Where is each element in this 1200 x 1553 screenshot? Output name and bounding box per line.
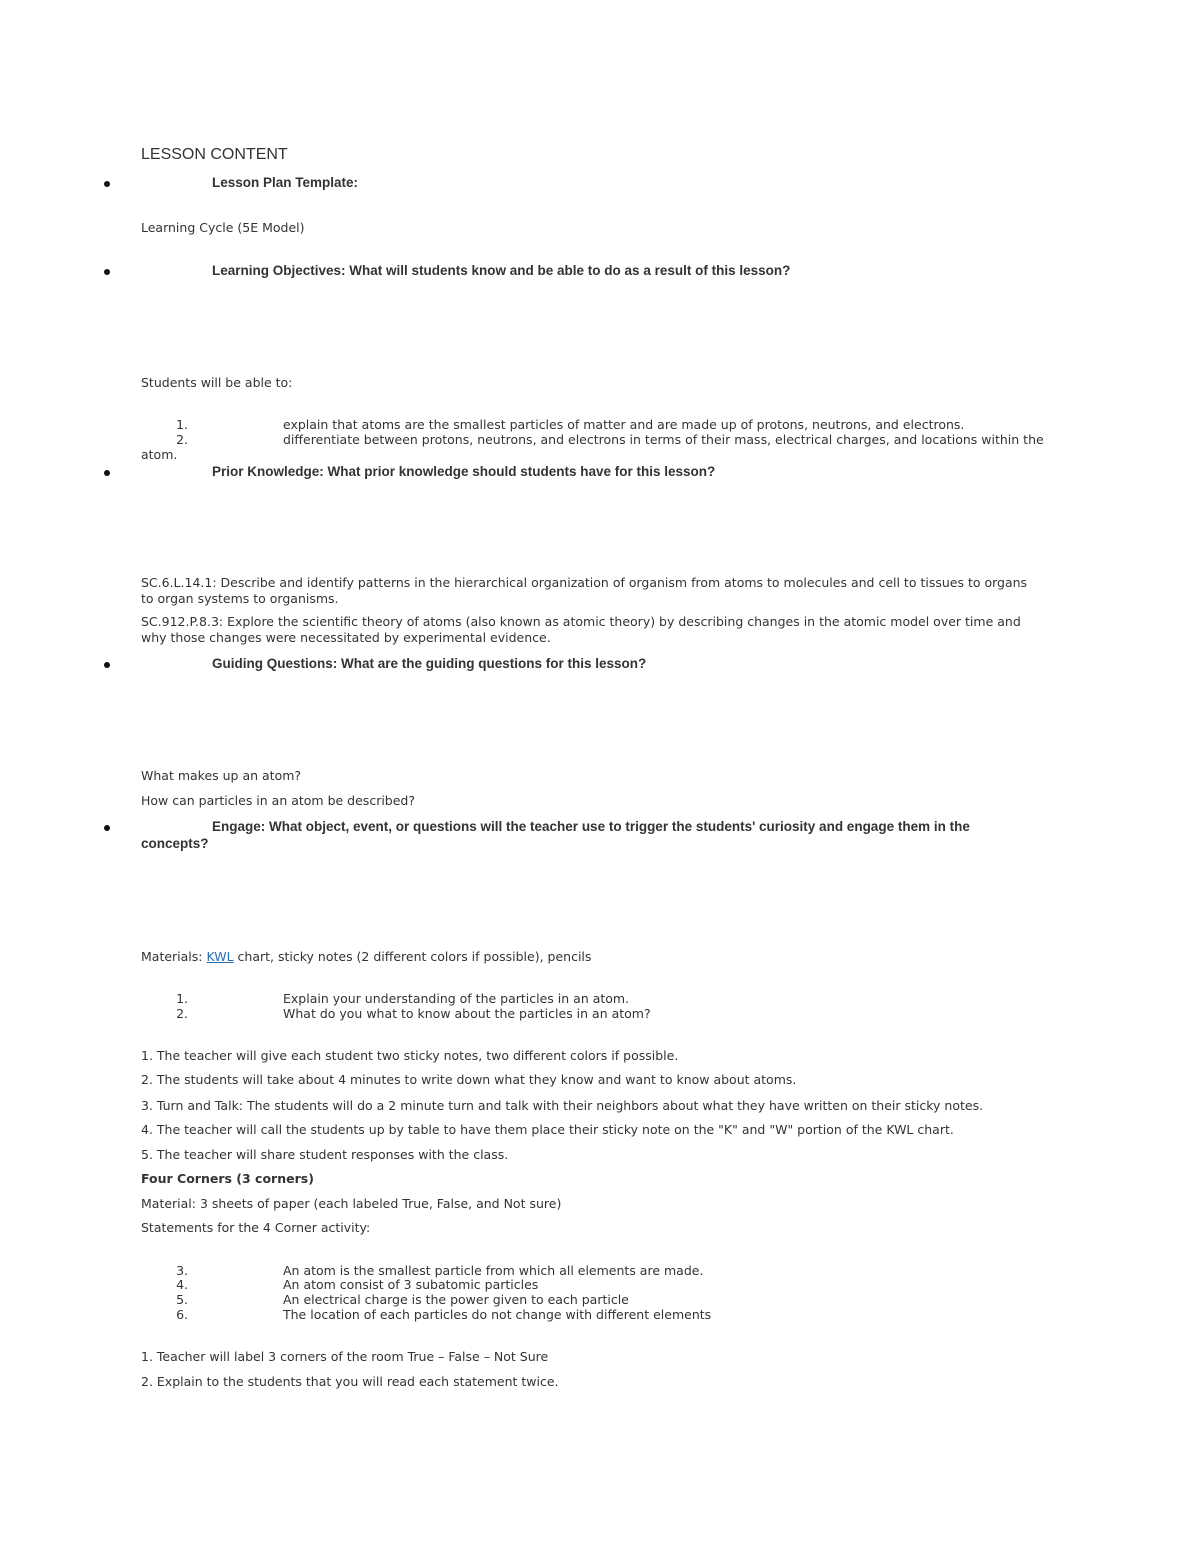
step-line: 1. The teacher will give each student two sticky notes, two different colors if possible.	[141, 1048, 679, 1063]
list-item: An atom consist of 3 subatomic particles	[283, 1277, 539, 1292]
page-title: LESSON CONTENT	[141, 146, 288, 163]
students-able: Students will be able to:	[141, 375, 293, 390]
list-number: 4.	[176, 1277, 188, 1292]
list-number: 2.	[176, 432, 188, 447]
list-number: 1.	[176, 991, 188, 1006]
list-item: Explain your understanding of the particles in an atom.	[283, 991, 630, 1006]
list-number: 2.	[176, 1006, 188, 1021]
list-item: differentiate between protons, neutrons, and electrons in terms of their mass, electrical charges, and locations within the	[283, 432, 1044, 447]
heading-objectives: Learning Objectives: What will students know and be able to do as a result of this lesson?	[212, 263, 791, 278]
list-number: 3.	[176, 1263, 188, 1278]
four-corners-heading: Four Corners (3 corners)	[141, 1171, 314, 1186]
heading-guiding: Guiding Questions: What are the guiding questions for this lesson?	[212, 656, 647, 671]
kwl-link[interactable]: KWL	[206, 949, 234, 964]
final-step: 1. Teacher will label 3 corners of the room True – False – Not Sure	[141, 1349, 549, 1364]
list-number: 6.	[176, 1307, 188, 1322]
cycle-label: Learning Cycle (5E Model)	[141, 220, 305, 235]
bullet	[104, 181, 110, 187]
materials-line	[141, 949, 591, 964]
step-line: 4. The teacher will call the students up by table to have them place their sticky note on the "K" and "W" portion of the KWL chart.	[141, 1122, 954, 1137]
standard-line: to organ systems to organisms.	[141, 591, 339, 606]
heading-template: Lesson Plan Template:	[212, 175, 359, 190]
guiding-question: What makes up an atom?	[141, 768, 302, 783]
final-step: 2. Explain to the students that you will read each statement twice.	[141, 1374, 559, 1389]
step-line: 3. Turn and Talk: The students will do a 2 minute turn and talk with their neighbors about what they have written on their sticky notes.	[141, 1098, 984, 1113]
bullet	[104, 825, 110, 831]
bullet	[104, 662, 110, 668]
standard-line: why those changes were necessitated by experimental evidence.	[141, 630, 551, 645]
heading-engage: Engage: What object, event, or questions will the teacher use to trigger the students' curiosity and engage them in the	[212, 819, 970, 834]
materials-prefix: Materials:	[141, 949, 207, 964]
list-item: What do you what to know about the particles in an atom?	[283, 1006, 651, 1021]
heading-prior: Prior Knowledge: What prior knowledge should students have for this lesson?	[212, 464, 716, 479]
list-number: 5.	[176, 1292, 188, 1307]
step-line: 5. The teacher will share student responses with the class.	[141, 1147, 509, 1162]
list-item: An atom is the smallest particle from which all elements are made.	[283, 1263, 704, 1278]
list-item-continued: atom.	[141, 447, 178, 462]
guiding-question: How can particles in an atom be described?	[141, 793, 415, 808]
list-item: The location of each particles do not change with different elements	[283, 1307, 712, 1322]
list-number: 1.	[176, 417, 188, 432]
standard-line: SC.912.P.8.3: Explore the scientific theory of atoms (also known as atomic theory) by describing changes in the atomic model over time and	[141, 614, 1021, 629]
list-item: explain that atoms are the smallest particles of matter and are made up of protons, neutrons, and electrons.	[283, 417, 965, 432]
materials-suffix: chart, sticky notes (2 different colors if possible), pencils	[233, 949, 592, 964]
material-sheets: Material: 3 sheets of paper (each labeled True, False, and Not sure)	[141, 1196, 562, 1211]
bullet	[104, 470, 110, 476]
heading-engage-continued: concepts?	[141, 836, 209, 851]
step-line: 2. The students will take about 4 minutes to write down what they know and want to know about atoms.	[141, 1072, 797, 1087]
statements-intro: Statements for the 4 Corner activity:	[141, 1220, 371, 1235]
standard-line: SC.6.L.14.1: Describe and identify patterns in the hierarchical organization of organism from atoms to molecules and cell to tissues to organs	[141, 575, 1028, 590]
list-item: An electrical charge is the power given to each particle	[283, 1292, 629, 1307]
bullet	[104, 269, 110, 275]
